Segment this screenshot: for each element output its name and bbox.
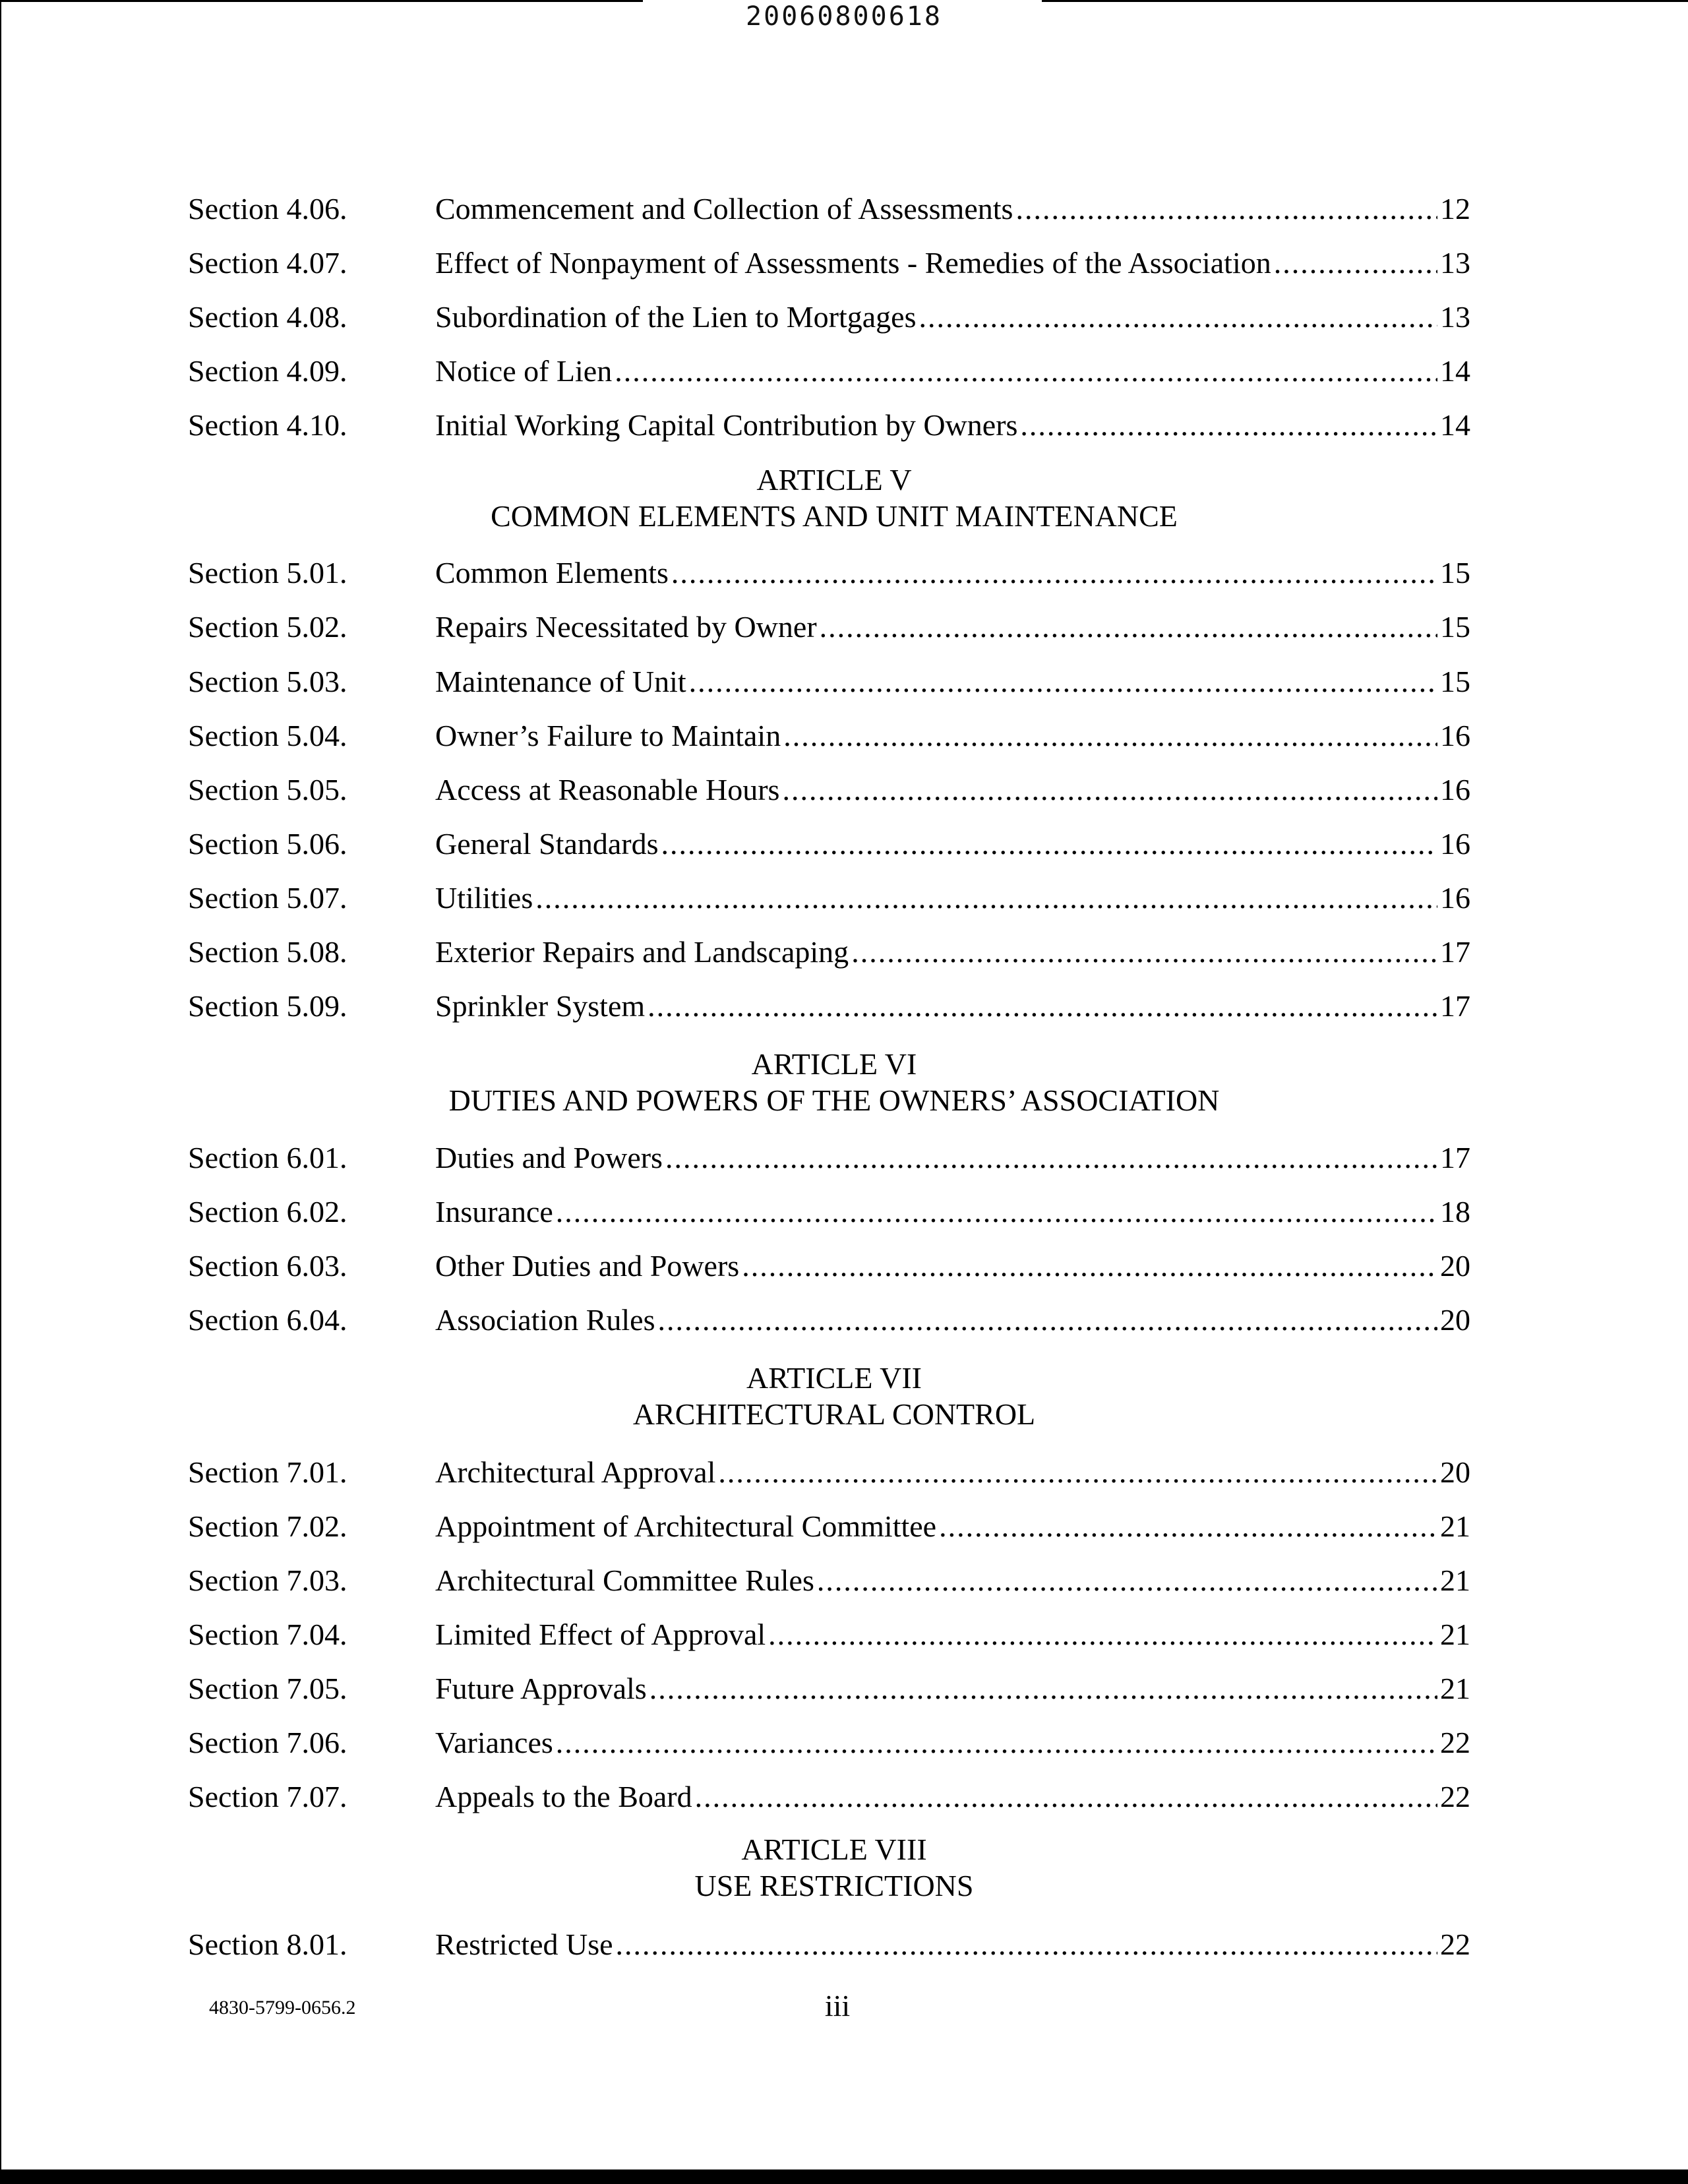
toc-page-number: 21 <box>1440 1618 1470 1651</box>
toc-entry-title: Owner’s Failure to Maintain <box>435 719 781 752</box>
article-number: ARTICLE V <box>756 463 912 497</box>
toc-section-number: Section 6.02. <box>188 1195 347 1228</box>
toc-entry <box>188 351 1470 392</box>
toc-page-number: 13 <box>1440 246 1470 280</box>
dot-leader <box>1020 405 1437 446</box>
dot-leader <box>1015 189 1437 229</box>
toc-entry <box>188 553 1470 593</box>
toc-section-number: Section 7.03. <box>188 1563 347 1597</box>
toc-page-number: 22 <box>1440 1780 1470 1813</box>
toc-page-number: 16 <box>1440 827 1470 861</box>
article-title: USE RESTRICTIONS <box>694 1869 974 1902</box>
dot-leader <box>556 1192 1437 1232</box>
toc-section-number: Section 7.06. <box>188 1726 347 1759</box>
dot-leader <box>783 715 1437 756</box>
toc-entry-title: Variances <box>435 1726 553 1759</box>
toc-entry-title: General Standards <box>435 827 659 861</box>
top-rule-left <box>0 0 643 2</box>
toc-page-number: 12 <box>1440 192 1470 226</box>
toc-entry-title: Appointment of Architectural Committee <box>435 1509 937 1543</box>
toc-entry <box>188 1668 1470 1709</box>
dot-leader <box>782 770 1437 810</box>
toc-section-number: Section 4.06. <box>188 192 347 226</box>
toc-section-number: Section 5.03. <box>188 665 347 698</box>
toc-section-number: Section 6.01. <box>188 1141 347 1174</box>
toc-page-number: 17 <box>1440 935 1470 969</box>
toc-entry <box>188 770 1470 810</box>
document-number: 20060800618 <box>746 1 942 32</box>
toc-section-number: Section 8.01. <box>188 1927 347 1961</box>
toc-entry-title: Commencement and Collection of Assessments <box>435 192 1013 226</box>
toc-page-number: 21 <box>1440 1509 1470 1543</box>
toc-entry <box>188 1300 1470 1341</box>
toc-section-number: Section 5.04. <box>188 719 347 752</box>
footer-page-number: iii <box>824 1989 851 2022</box>
dot-leader <box>615 351 1437 392</box>
toc-section-number: Section 7.07. <box>188 1780 347 1813</box>
toc-section-number: Section 4.07. <box>188 246 347 280</box>
toc-entry-title: Common Elements <box>435 556 669 590</box>
dot-leader <box>768 1614 1437 1655</box>
toc-entry-title: Duties and Powers <box>435 1141 663 1174</box>
scan-edge-bottom <box>0 2169 1688 2184</box>
dot-leader <box>648 986 1437 1027</box>
dot-leader <box>649 1668 1437 1709</box>
dot-leader <box>661 824 1438 864</box>
toc-section-number: Section 5.07. <box>188 881 347 915</box>
dot-leader <box>665 1138 1437 1178</box>
toc-entry-title: Future Approvals <box>435 1672 647 1705</box>
article-title: DUTIES AND POWERS OF THE OWNERS’ ASSOCIATION <box>448 1083 1220 1117</box>
toc-entry <box>188 1506 1470 1547</box>
toc-section-number: Section 7.02. <box>188 1509 347 1543</box>
dot-leader <box>919 297 1438 338</box>
toc-entry <box>188 932 1470 973</box>
toc-page-number: 15 <box>1440 556 1470 590</box>
toc-entry-title: Maintenance of Unit <box>435 665 686 698</box>
toc-entry-title: Sprinkler System <box>435 989 646 1023</box>
toc-section-number: Section 7.04. <box>188 1618 347 1651</box>
toc-entry-title: Initial Working Capital Contribution by Owners <box>435 408 1018 442</box>
toc-entry <box>188 297 1470 338</box>
toc-entry-title: Limited Effect of Approval <box>435 1618 766 1651</box>
toc-entry-title: Other Duties and Powers <box>435 1249 740 1283</box>
toc-entry-title: Insurance <box>435 1195 553 1228</box>
toc-page-number: 16 <box>1440 881 1470 915</box>
toc-section-number: Section 4.08. <box>188 300 347 334</box>
toc-section-number: Section 6.04. <box>188 1303 347 1337</box>
toc-page-number: 13 <box>1440 300 1470 334</box>
article-title: ARCHITECTURAL CONTROL <box>632 1397 1036 1431</box>
toc-page-number: 14 <box>1440 408 1470 442</box>
toc-entry-title: Subordination of the Lien to Mortgages <box>435 300 917 334</box>
toc-page-number: 17 <box>1440 989 1470 1023</box>
toc-entry <box>188 715 1470 756</box>
toc-section-number: Section 5.01. <box>188 556 347 590</box>
toc-page-number: 18 <box>1440 1195 1470 1228</box>
toc-entry <box>188 986 1470 1027</box>
dot-leader <box>657 1300 1437 1341</box>
toc-section-number: Section 5.06. <box>188 827 347 861</box>
toc-page-number: 22 <box>1440 1726 1470 1759</box>
article-title: COMMON ELEMENTS AND UNIT MAINTENANCE <box>491 499 1178 533</box>
dot-leader <box>695 1776 1437 1817</box>
dot-leader <box>535 878 1437 919</box>
toc-section-number: Section 4.10. <box>188 408 347 442</box>
dot-leader <box>817 1560 1437 1601</box>
toc-entry-title: Exterior Repairs and Landscaping <box>435 935 849 969</box>
toc-section-number: Section 4.09. <box>188 354 347 388</box>
dot-leader <box>939 1506 1437 1547</box>
toc-page-number: 15 <box>1440 610 1470 644</box>
toc-entry <box>188 1560 1470 1601</box>
toc-section-number: Section 7.01. <box>188 1455 347 1489</box>
article-number: ARTICLE VI <box>751 1047 917 1081</box>
dot-leader <box>1274 243 1437 284</box>
toc-entry <box>188 824 1470 864</box>
toc-entry-title: Access at Reasonable Hours <box>435 773 780 806</box>
toc-entry-title: Restricted Use <box>435 1927 613 1961</box>
dot-leader <box>718 1452 1437 1493</box>
toc-entry <box>188 1924 1470 1965</box>
toc-entry <box>188 243 1470 284</box>
article-number: ARTICLE VII <box>746 1361 922 1395</box>
toc-page-number: 16 <box>1440 773 1470 806</box>
toc-entry-title: Architectural Approval <box>435 1455 716 1489</box>
toc-entry-title: Notice of Lien <box>435 354 613 388</box>
toc-section-number: Section 5.02. <box>188 610 347 644</box>
toc-entry <box>188 878 1470 919</box>
toc-entry-title: Association Rules <box>435 1303 655 1337</box>
article-number: ARTICLE VIII <box>741 1833 927 1866</box>
toc-section-number: Section 5.08. <box>188 935 347 969</box>
toc-section-number: Section 5.05. <box>188 773 347 806</box>
toc-entry-title: Architectural Committee Rules <box>435 1563 814 1597</box>
dot-leader <box>742 1246 1437 1287</box>
top-rule-right <box>1042 0 1688 2</box>
dot-leader <box>820 607 1437 648</box>
toc-section-number: Section 7.05. <box>188 1672 347 1705</box>
toc-entry <box>188 607 1470 648</box>
toc-page-number: 20 <box>1440 1249 1470 1283</box>
toc-page-number: 14 <box>1440 354 1470 388</box>
dot-leader <box>689 661 1437 702</box>
toc-section-number: Section 6.03. <box>188 1249 347 1283</box>
toc-entry <box>188 1246 1470 1287</box>
toc-entry-title: Effect of Nonpayment of Assessments - Remedies of the Association <box>435 246 1271 280</box>
toc-page-number: 21 <box>1440 1672 1470 1705</box>
footer-document-code: 4830-5799-0656.2 <box>209 1997 356 2018</box>
toc-entry-title: Appeals to the Board <box>435 1780 692 1813</box>
toc-page-number: 16 <box>1440 719 1470 752</box>
toc-entry <box>188 1452 1470 1493</box>
toc-entry <box>188 1776 1470 1817</box>
toc-page-number: 15 <box>1440 665 1470 698</box>
toc-entry <box>188 1614 1470 1655</box>
toc-entry <box>188 1722 1470 1763</box>
toc-entry-title: Utilities <box>435 881 533 915</box>
toc-entry <box>188 661 1470 702</box>
dot-leader <box>556 1722 1437 1763</box>
toc-section-number: Section 5.09. <box>188 989 347 1023</box>
toc-entry <box>188 189 1470 229</box>
toc-page-number: 17 <box>1440 1141 1470 1174</box>
toc-entry <box>188 405 1470 446</box>
toc-page-number: 20 <box>1440 1455 1470 1489</box>
toc-page-number: 20 <box>1440 1303 1470 1337</box>
dot-leader <box>671 553 1437 593</box>
dot-leader <box>616 1924 1437 1965</box>
dot-leader <box>851 932 1437 973</box>
toc-page-number: 22 <box>1440 1927 1470 1961</box>
toc-page-number: 21 <box>1440 1563 1470 1597</box>
toc-entry <box>188 1138 1470 1178</box>
toc-entry-title: Repairs Necessitated by Owner <box>435 610 817 644</box>
toc-entry <box>188 1192 1470 1232</box>
